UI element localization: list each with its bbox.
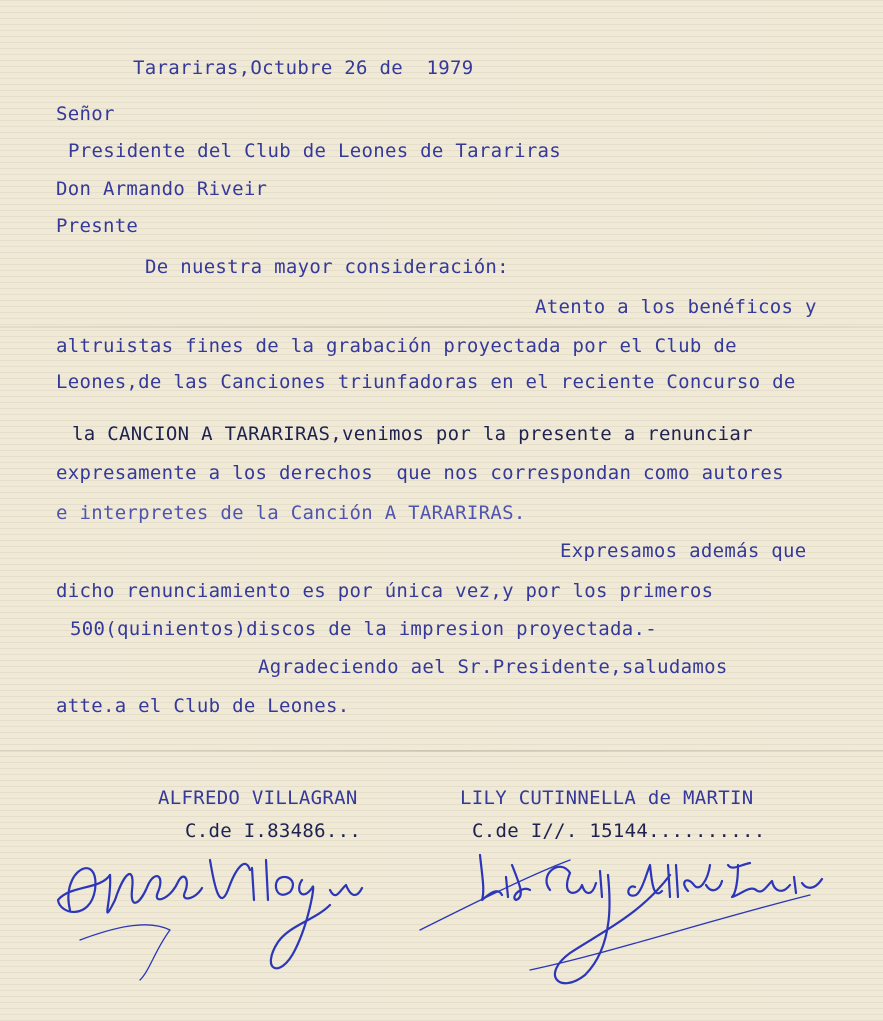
salutation: Señor <box>56 103 115 125</box>
paragraph-line: Leones,de las Canciones triunfadoras en el reciente Concurso de <box>56 371 796 393</box>
signature-villagran <box>40 830 370 990</box>
signature-cutinella <box>410 835 840 995</box>
place-date: Tarariras,Octubre 26 de 1979 <box>133 57 474 79</box>
paragraph-line: dicho renunciamiento es por única vez,y por los primeros <box>56 580 714 602</box>
paper-fold <box>0 326 883 328</box>
paragraph-line: Expresamos además que <box>560 540 807 562</box>
signatory-name: ALFREDO VILLAGRAN <box>158 787 358 809</box>
paper-fold <box>0 750 883 752</box>
paragraph-line: Atento a los benéficos y <box>535 296 817 318</box>
signatory-name: LILY CUTINNELLA de MARTIN <box>460 787 754 809</box>
greeting: De nuestra mayor consideración: <box>145 256 509 278</box>
paragraph-line: atte.a el Club de Leones. <box>56 695 350 717</box>
addressee-name: Don Armando Riveir <box>56 178 268 200</box>
paragraph-line: 500(quinientos)discos de la impresion proyectada.- <box>70 618 657 640</box>
signatory-ci: C.de I.83486... <box>185 820 362 842</box>
paragraph-line: expresamente a los derechos que nos correspondan como autores <box>56 462 784 484</box>
addressee-presente: Presnte <box>56 215 139 237</box>
paragraph-line: la CANCION A TARARIRAS,venimos por la presente a renunciar <box>72 423 753 445</box>
paragraph-line: altruistas fines de la grabación proyectada por el Club de <box>56 335 737 357</box>
paragraph-line: Agradeciendo ael Sr.Presidente,saludamos <box>258 656 728 678</box>
paragraph-line: e interpretes de la Canción A TARARIRAS. <box>56 502 526 524</box>
signatory-ci: C.de I//. 15144.......... <box>472 820 766 842</box>
addressee-title: Presidente del Club de Leones de Tarariras <box>68 140 562 162</box>
